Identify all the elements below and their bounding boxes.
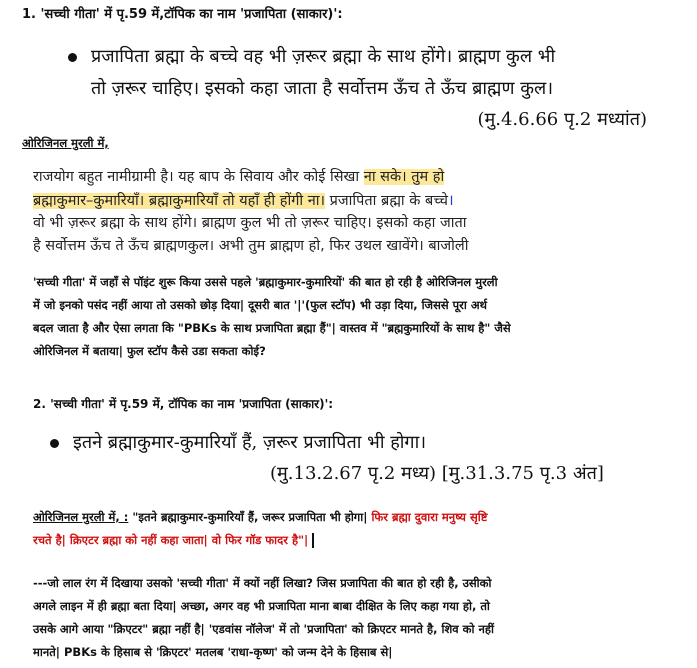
section2-note-line2: अगले लाइन में ही ब्रह्मा बता दिया| अच्छा, अगर वह भी प्रजापिता माना बाबा दीक्षित के लिए कहा गया हो, तो	[33, 599, 490, 613]
bullet-icon	[68, 53, 77, 62]
section1-murli-line1: राजयोग बहुत नामीग्रामी है। यह बाप के सिवाय और कोई सिखा ना सके। तुम हो	[33, 169, 445, 185]
red-text: रचते है| क्रिएटर ब्रह्मा को नहीं कहा जाता| वो फिर गॉड फादर है"|	[33, 533, 309, 547]
red-text: फिर ब्रह्मा दुवारा मनुष्य सृष्टि	[367, 510, 488, 524]
section1-murli-line3: वो भी ज़रूर ब्रह्मा के साथ होंगे। ब्राह्मण कुल भी तो ज़रूर चाहिए। इसको कहा जाता	[33, 215, 467, 231]
section1-quote-line1: प्रजापिता ब्रह्मा के बच्चे वह भी ज़रूर ब्रह्मा के साथ होंगे। ब्राह्मण कुल भी	[68, 44, 697, 68]
section2-original-line2	[33, 530, 697, 552]
section1-heading: 1. 'सच्ची गीता' में पृ.59 में,टॉपिक का नाम 'प्रजापिता (साकार)':	[22, 7, 343, 22]
section1-quote-line2: तो ज़रूर चाहिए। इसको कहा जाता है सर्वोत्तम ऊँच ते ऊँच ब्राह्मण कुल।	[91, 78, 554, 99]
section2-original-line1: ओरिजिनल मुरली में, : "इतने ब्रह्माकुमार-कुमारियाँ हैं, जरूर प्रजापिता भी होगा| फिर ब्रह्मा दुवारा मनुष्य सृष्टि	[33, 510, 488, 524]
highlight-text: ब्रह्माकुमार–कुमारियाँ। ब्रह्माकुमारियाँ तो यहाँ ही होंगी ना।	[33, 193, 326, 209]
pen-annotation: ।	[448, 191, 454, 209]
section2-heading: 2. 'सच्ची गीता' में पृ.59 में, टॉपिक का नाम 'प्रजापिता (साकार)':	[33, 397, 334, 411]
section2-original-label: ओरिजिनल मुरली में, :	[33, 510, 129, 524]
section2-note-line3: उसके आगे आया "क्रिएटर" ब्रह्मा नहीं है| 'एडवांस नॉलेज' में तो 'प्रजापिता' को क्रिएटर मानते है, शिव को नहीं	[33, 622, 494, 636]
section2-quote-source: (मु.13.2.67 पृ.2 मध्य) [मु.31.3.75 पृ.3 अंत]	[270, 463, 604, 484]
section1-note-line4: ओरिजिनल में बताया| फुल स्टॉप कैसे उडा सकता कोई?	[33, 344, 266, 358]
text-cursor	[312, 533, 314, 548]
section1-note-line2: में जो इनको पसंद नहीं आया तो उसको छोड़ दिया| दूसरी बात '|'(फुल स्टॉप) भी उड़ा दिया, जिससे पूरा अर्थ	[33, 298, 487, 312]
section2-note-line1: ---जो लाल रंग में दिखाया उसको 'सच्ची गीता' में क्यों नहीं लिखा? जिस प्रजापिता की बात हो रही है, उसीको	[33, 576, 492, 590]
section1-quote-source: (मु.4.6.66 पृ.2 मध्यांत)	[477, 109, 647, 130]
section1-note-line3: बदल जाता है और ऐसा लगता कि "PBKs के साथ प्रजापिता ब्रह्मा हैं"| वास्तव में "ब्रह्मकुमारियों के साथ है" जैसे	[33, 321, 511, 335]
section1-note-line1: 'सच्ची गीता' में जहाँ से पॉइंट शुरू किया उससे पहले 'ब्रह्माकुमार-कुमारियों' की बात हो रही है ओरिजिनल मुरली	[33, 275, 498, 289]
section2-quote-line1: इतने ब्रह्माकुमार-कुमारियाँ हैं, ज़रूर प्रजापिता भी होगा।	[50, 430, 697, 454]
highlight-text: ना सके। तुम हो	[363, 169, 445, 185]
section1-murli-line2: ब्रह्माकुमार–कुमारियाँ। ब्रह्माकुमारियाँ तो यहाँ ही होंगी ना। प्रजापिता ब्रह्मा के बच्चे।	[33, 191, 454, 209]
section1-original-label: ओरिजिनल मुरली में,	[22, 136, 109, 150]
section1-murli-line4: है सर्वोत्तम ऊँच ते ऊँच ब्राह्मणकुल। अभी तुम ब्राह्मण हो, फिर उथल खावेंगे। बाजोली	[33, 238, 469, 254]
bullet-icon	[50, 439, 59, 448]
section2-note-line4: मानते| PBKs के हिसाब से 'क्रिएटर' मतलब 'राधा-कृष्ण' को जन्म देने के हिसाब से|	[33, 645, 393, 659]
